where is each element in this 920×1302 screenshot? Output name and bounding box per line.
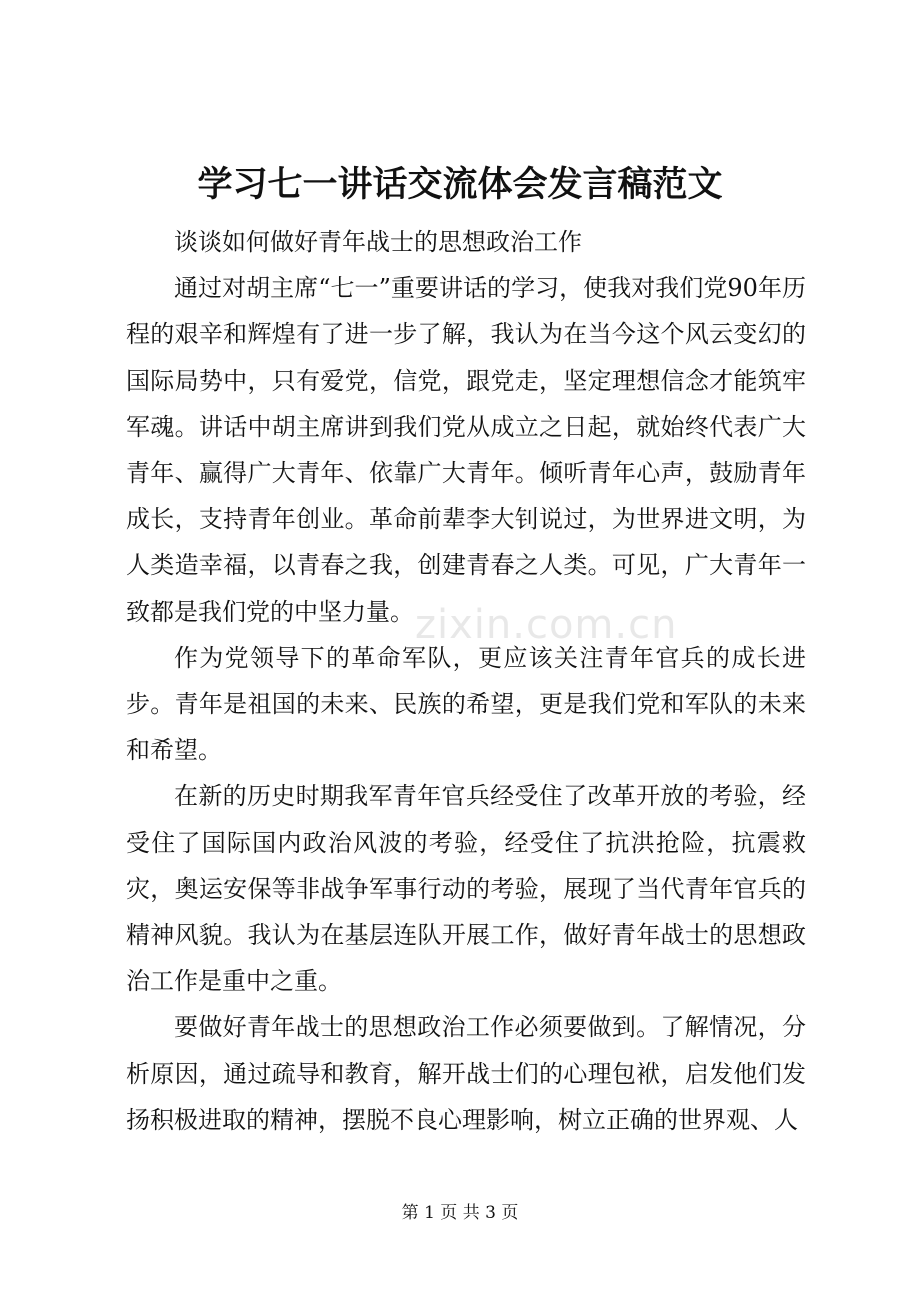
document-body (126, 219, 806, 1143)
page-footer: 第 1 页 共 3 页 (401, 1203, 519, 1223)
document-title: 学习七一讲话交流体会发言稿范文 (197, 164, 723, 205)
paragraph: 通过对胡主席“七一”重要讲话的学习，使我对我们党90年历程的艰辛和辉煌有了进一步了解，我认为在当今这个风云变幻的国际局势中，只有爱党，信党，跟党走，坚定理想信念才能筑牢军魂。讲话中胡主席讲到我们党从成立之日起，就始终代表广大青年、赢得广大青年、依靠广大青年。倾听青年心声，鼓励青年成长，支持青年创业。革命前辈李大钊说过，为世界进文明，为人类造幸福，以青春之我，创建青春之人类。可见，广大青年一致都是我们党的中坚力量。 (126, 274, 806, 626)
paragraph: 作为党领导下的革命军队，更应该关注青年官兵的成长进步。青年是祖国的未来、民族的希望，更是我们党和军队的未来和希望。 (126, 643, 806, 765)
paragraph-subtitle: 谈谈如何做好青年战士的思想政治工作 (174, 228, 582, 256)
paragraph: 要做好青年战士的思想政治工作必须要做到。了解情况，分析原因，通过疏导和教育，解开战士们的心理包袱，启发他们发扬积极进取的精神，摆脱不良心理影响，树立正确的世界观、人 (126, 1013, 806, 1134)
paragraph: 在新的历史时期我军青年官兵经受住了改革开放的考验，经受住了国际国内政治风波的考验，经受住了抗洪抢险，抗震救灾，奥运安保等非战争军事行动的考验，展现了当代青年官兵的精神风貌。我认为在基层连队开展工作，做好青年战士的思想政治工作是重中之重。 (126, 782, 806, 996)
watermark: zixin.com.cn (415, 602, 678, 648)
